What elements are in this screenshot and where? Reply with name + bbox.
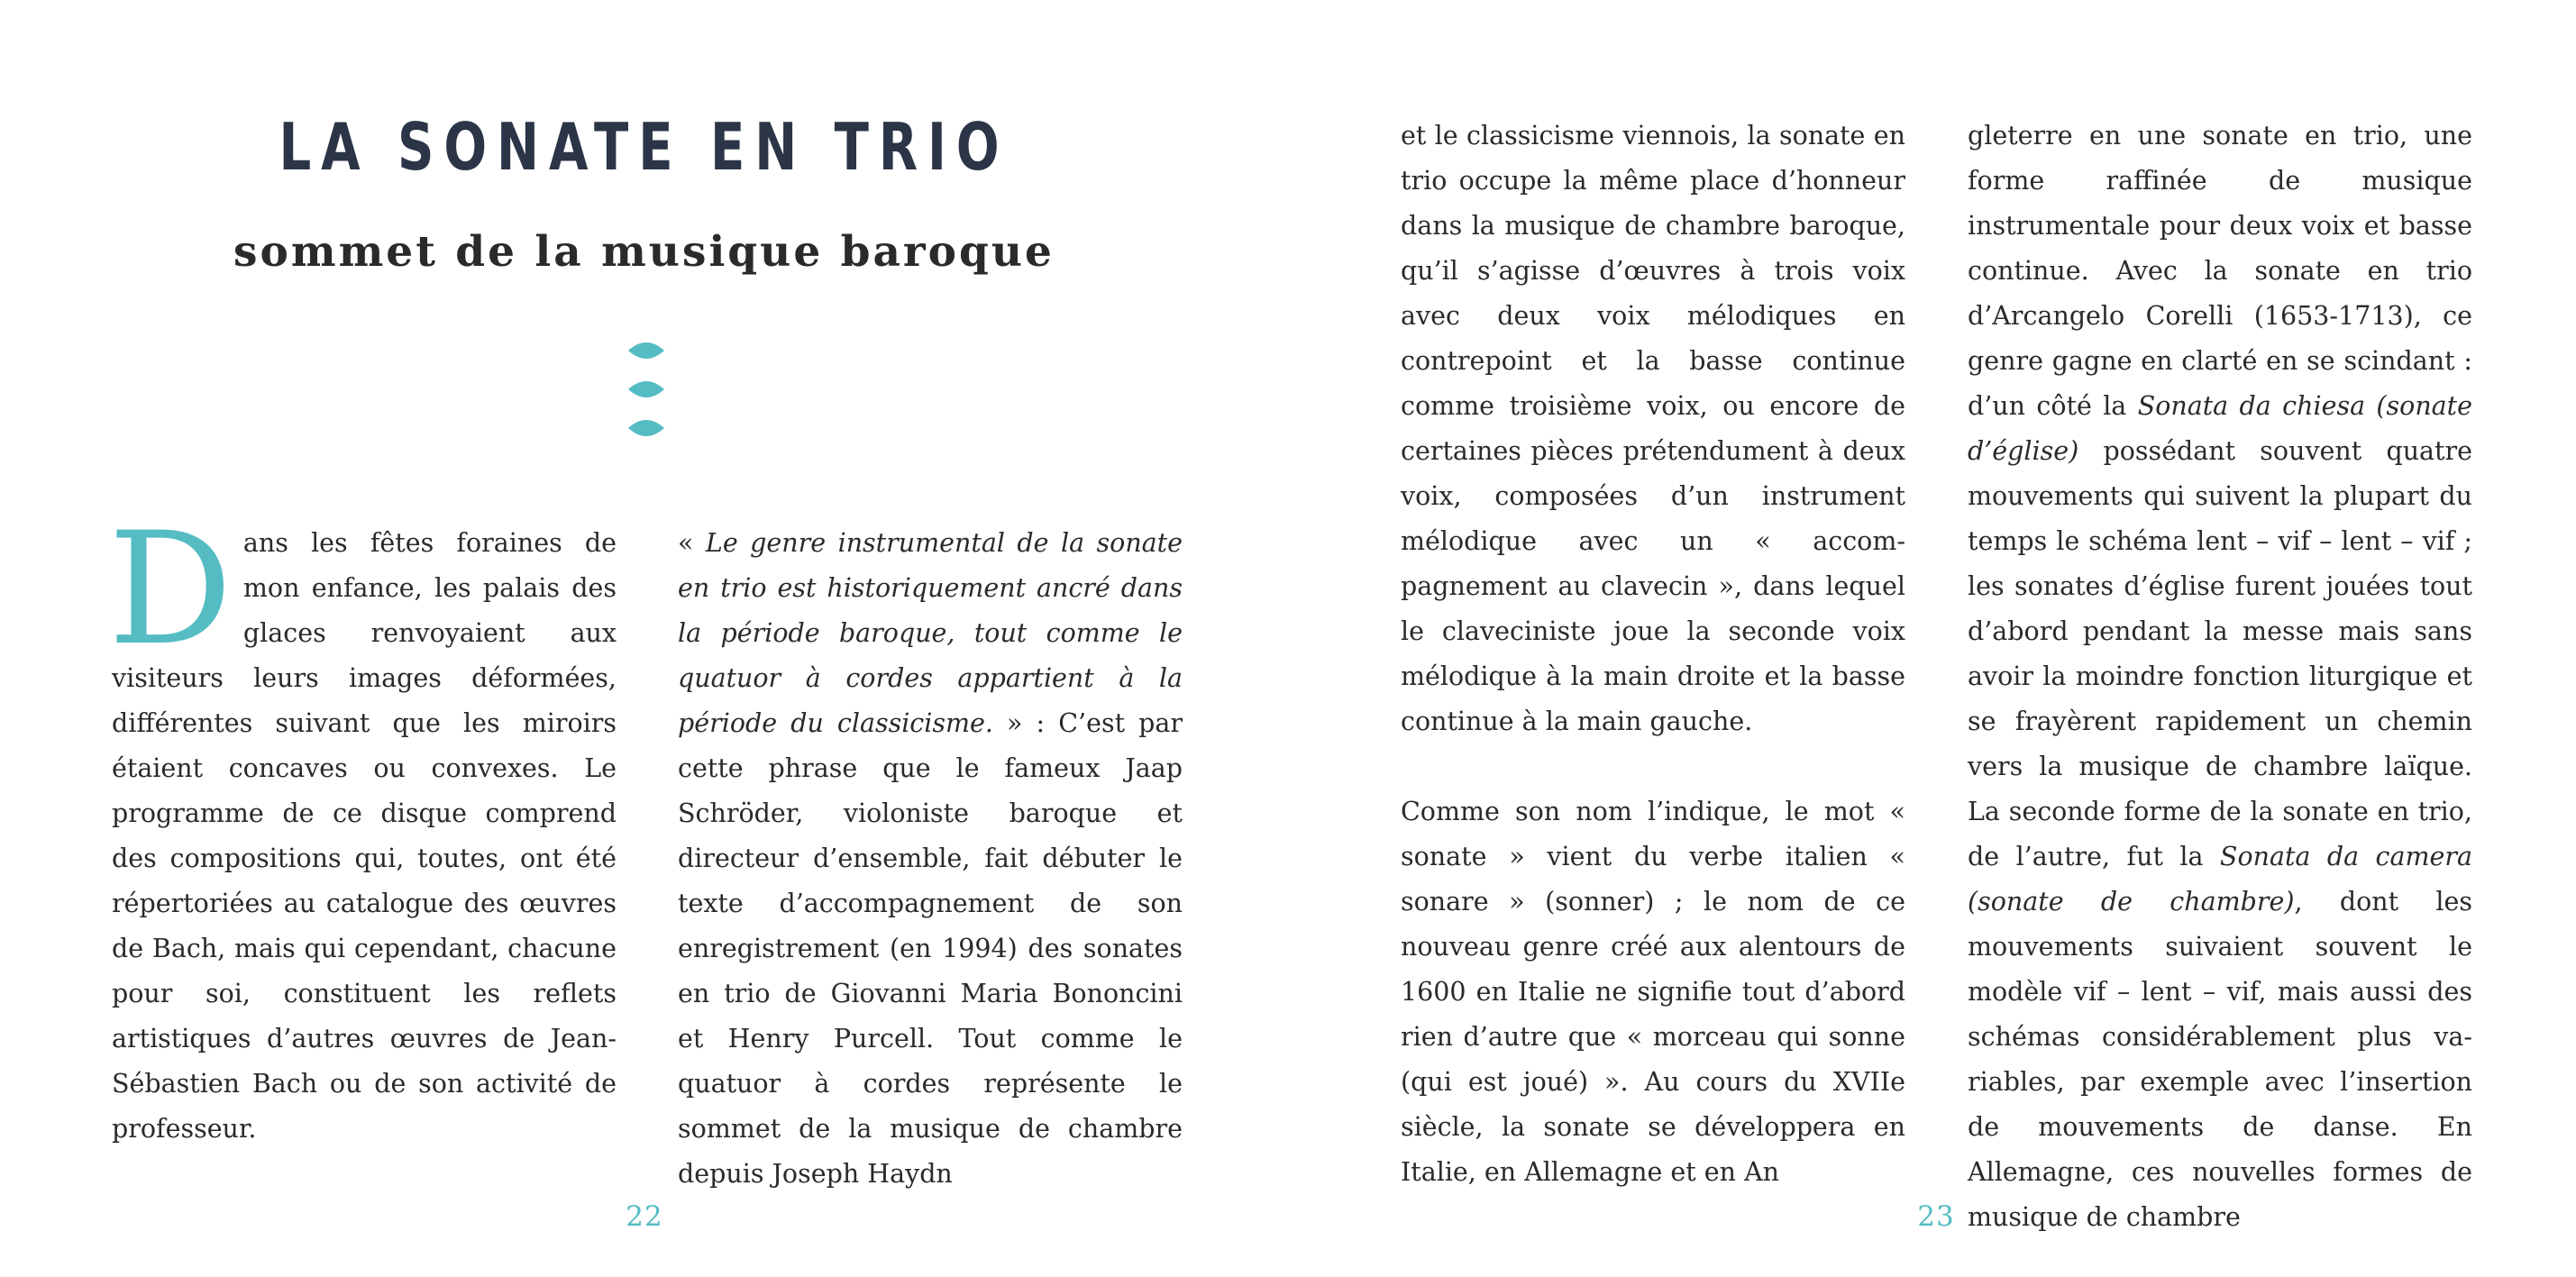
intro-text: ans les fêtes foraines de mon enfance, les palais des glaces renvoyaient aux visiteurs leurs images déformées, différentes suivant que les miroirs étaient concaves ou convexes. Le programme de ce disque comprend des compositions qui, toutes, ont été répertoriées au catalogue des œuvres de Bach, mais qui cependant, chacune pour soi, constituent les reflets artistiques d’autres œuvres de Jean-Sébastien Bach ou de son activité de professeur. xyxy=(112,528,617,1144)
sonata-da-camera: Sonata da camera (sonate de chambre) xyxy=(1968,842,2472,917)
forms-text-2: possédant souvent quatre mouvements qui suivent la plupart du temps le schéma lent – vif – lent – vif ; les sonates d’église furent jouées tout d’abord pendant la messe mais sans avoir la moindre fonction liturgique et se frayèrent rapidement un chemin vers la musique de chambre laïque. La seconde forme de la sonate en trio, de l’autre, fut la xyxy=(1968,436,2472,871)
leaf-ornament-top xyxy=(628,342,664,359)
text-column-1 xyxy=(108,498,617,1152)
text-column-2 xyxy=(678,521,1183,1197)
page-title: LA SONATE EN TRIO xyxy=(279,109,1009,185)
forms-text-1: gleterre en une sonate en trio, une forme raffinée de musique instrumentale pour deux voix et basse continue. Avec la sonate en trio d’Arcangelo Corelli (1653-1713), ce genre gagne en clarté en se scindant : d’un côté la xyxy=(1968,121,2472,421)
quote-open: « xyxy=(678,528,706,558)
page-number: 23 xyxy=(1917,1200,1955,1233)
forms-text-3: , dont les mouvements suivaient souvent le modèle vif – lent – vif, mais aussi des schémas considérablement plus variables, par exemple avec l’insertion de mouvements de danse. En Allemagne, ces nouvelles formes de musique de chambre xyxy=(1968,887,2473,1232)
leaf-ornament-bottom xyxy=(628,420,664,436)
text-column-4 xyxy=(1968,114,2472,1240)
quote-text: Le genre instrumental de la sonate en trio est historiquement ancré dans la période baroque, tout comme le quatuor à cordes appartient à la période du classicisme. xyxy=(678,528,1183,738)
page-subtitle: sommet de la musique baroque xyxy=(233,227,1055,277)
paragraph-etymology: Comme son nom l’indique, le mot « sonate » vient du verbe italien « sonare » (sonner) ; le nom de ce nouveau genre créé aux alentours de 1600 en Italie ne signifie tout d’abord rien d’autre que « morceau qui sonne (qui est joué) ». Au cours du XVIIe siècle, la sonate se développera en Italie, en Allemagne et en An xyxy=(1401,797,1905,1187)
drop-cap: D xyxy=(108,498,233,680)
paragraph-sonata-forms xyxy=(1968,114,2472,1240)
paragraph-chamber-music: et le classicisme viennois, la sonate en trio occupe la même place d’honneur dans la musique de chambre baroque, qu’il s’agisse d’œuvres à trois voix avec deux voix mélodiques en contrepoint et la basse continue comme troisième voix, ou encore de certaines pièces prétendument à deux voix, composées d’un instrument mélodique avec un « accompagnement au clavecin », dans lequel le claveciniste joue la seconde voix mélodique à la main droite et la basse continue à la main gauche. xyxy=(1401,121,1905,736)
quote-continuation: » : C’est par cette phrase que le fameux Jaap Schröder, violoniste baroque et directeur d’ensemble, fait débuter le texte d’accompagnement de son enregistrement (en 1994) des sonates en trio de Giovanni Maria Bononcini et Henry Purcell. Tout comme le quatuor à cordes représente le sommet de la musique de chambre depuis Joseph Haydn xyxy=(678,708,1183,1189)
page-number: 22 xyxy=(626,1200,663,1233)
leaf-ornament-icon xyxy=(626,338,667,446)
leaf-ornament-middle xyxy=(628,381,664,397)
text-column-3 xyxy=(1401,114,1905,1195)
sonata-da-chiesa: Sonata da chiesa (sonate d’église) xyxy=(1968,391,2472,466)
intro-paragraph xyxy=(108,498,617,1152)
quote-paragraph xyxy=(678,521,1183,1197)
